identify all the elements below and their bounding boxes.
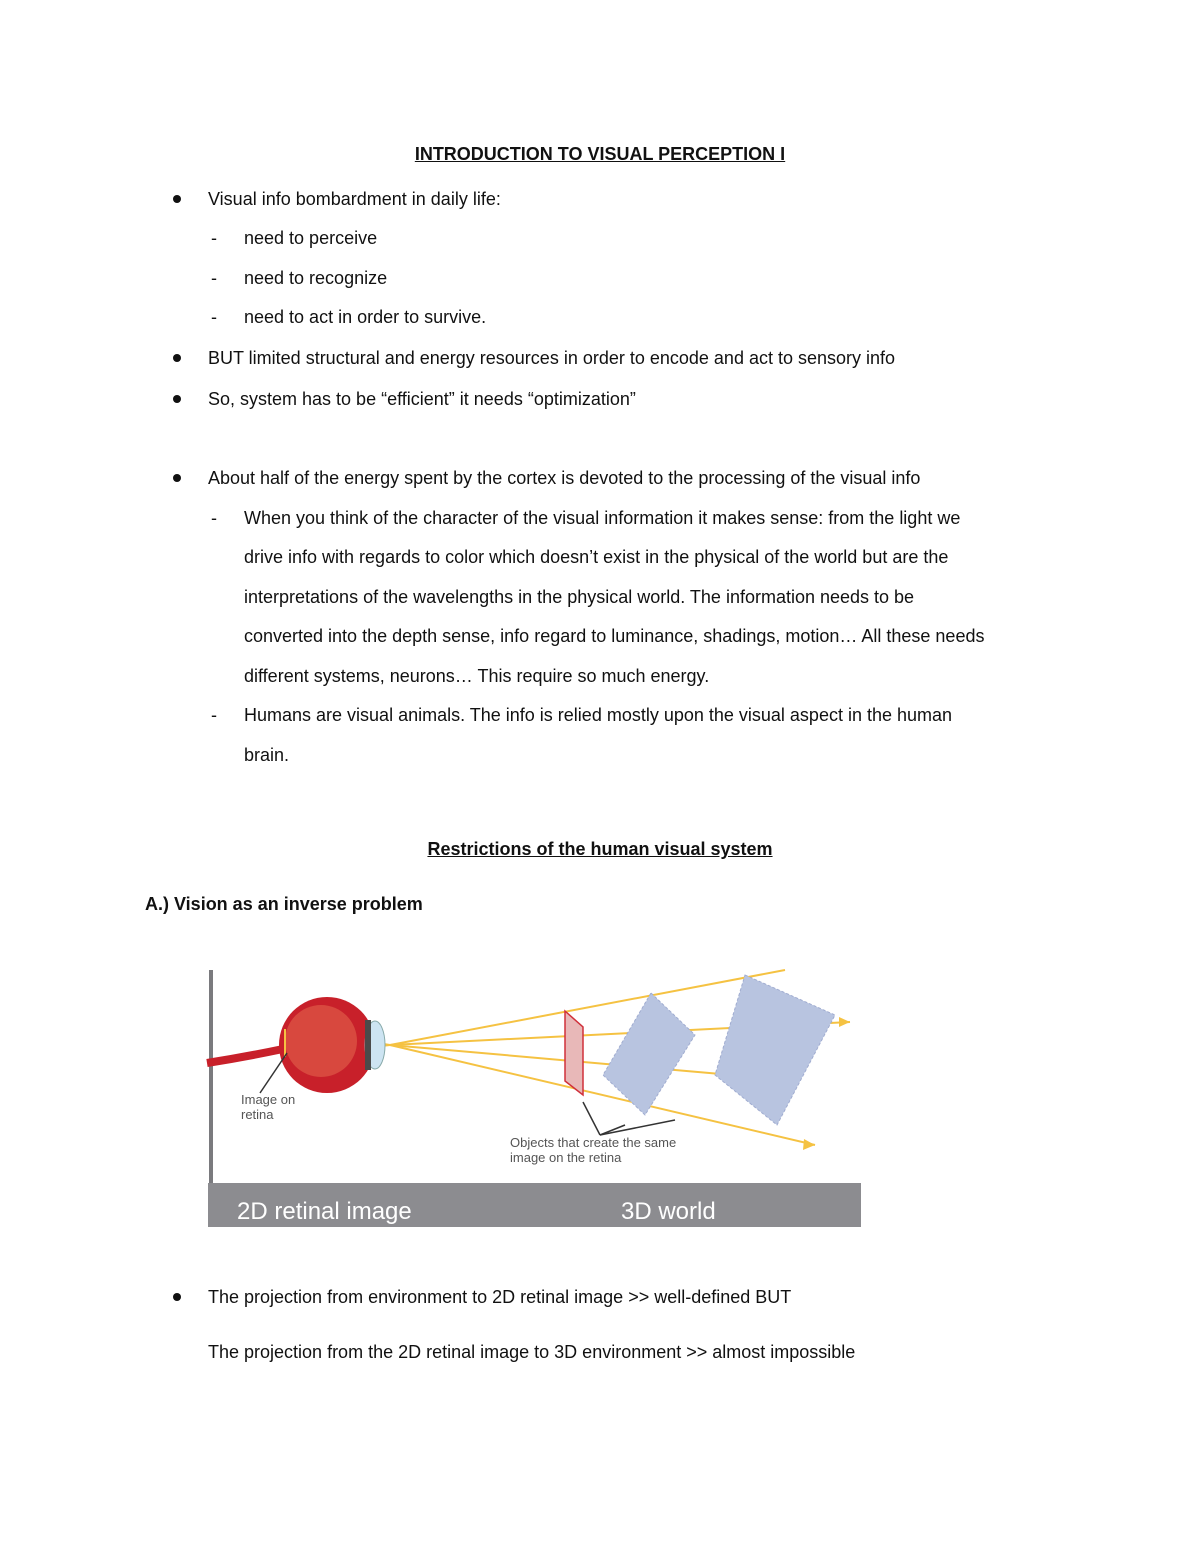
small-object — [565, 1011, 583, 1095]
figure-axis-line — [209, 970, 213, 1195]
dash-marker: - — [211, 228, 217, 248]
dash-marker: - — [211, 268, 217, 288]
footer-label-3d: 3D world — [621, 1198, 716, 1225]
dash-marker: - — [211, 705, 217, 725]
bullet-text: So, system has to be “efficient” it needs “optimization” — [208, 389, 636, 409]
bullet-marker — [173, 195, 181, 203]
paragraph-line: converted into the depth sense, info regard to luminance, shadings, motion… All these needs — [244, 626, 985, 646]
section-title: Restrictions of the human visual system — [427, 839, 773, 859]
paragraph-line: When you think of the character of the visual information it makes sense: from the light we — [244, 508, 961, 528]
label-objects-line1: Objects that create the same — [510, 1135, 677, 1150]
ray-arrow — [803, 1139, 815, 1150]
eye-illustration — [207, 997, 385, 1093]
label-objects-line2: image on the retina — [510, 1150, 622, 1165]
paragraph-line: brain. — [244, 745, 290, 765]
footer-label-2d: 2D retinal image — [237, 1198, 412, 1225]
bullet-text: BUT limited structural and energy resources in order to encode and act to sensory info — [208, 348, 896, 368]
section-subtitle: A.) Vision as an inverse problem — [145, 894, 423, 914]
paragraph-line: Humans are visual animals. The info is relied mostly upon the visual aspect in the human — [244, 705, 953, 725]
label-retina-line2: retina — [241, 1107, 274, 1122]
sub-item: need to act in order to survive. — [244, 307, 487, 327]
dash-marker: - — [211, 307, 217, 327]
page-title: INTRODUCTION TO VISUAL PERCEPTION I — [414, 144, 786, 164]
bullet-text: The projection from environment to 2D retinal image >> well-defined BUT — [208, 1287, 792, 1307]
bullet-text: Visual info bombardment in daily life: — [208, 189, 501, 209]
bullet-marker — [173, 354, 181, 362]
sub-item: need to recognize — [244, 268, 388, 288]
paragraph-line: drive info with regards to color which doesn’t exist in the physical of the world but are the — [244, 547, 949, 567]
bullet-marker — [173, 474, 181, 482]
bullet-marker — [173, 395, 181, 403]
sub-item: need to perceive — [244, 228, 378, 248]
bullet-marker — [173, 1293, 181, 1301]
ray-arrow — [839, 1017, 850, 1027]
paragraph-line: interpretations of the wavelengths in the physical world. The information needs to be — [244, 587, 915, 607]
label-retina-line1: Image on — [241, 1092, 296, 1107]
paragraph-line: different systems, neurons… This require so much energy. — [244, 666, 710, 686]
paragraph-text: The projection from the 2D retinal image to 3D environment >> almost impossible — [208, 1342, 856, 1362]
dash-marker: - — [211, 508, 217, 528]
medium-object — [603, 993, 695, 1115]
large-object — [715, 975, 835, 1125]
inverse-problem-figure — [205, 965, 865, 1230]
bullet-text: About half of the energy spent by the cortex is devoted to the processing of the visual info — [208, 468, 921, 488]
